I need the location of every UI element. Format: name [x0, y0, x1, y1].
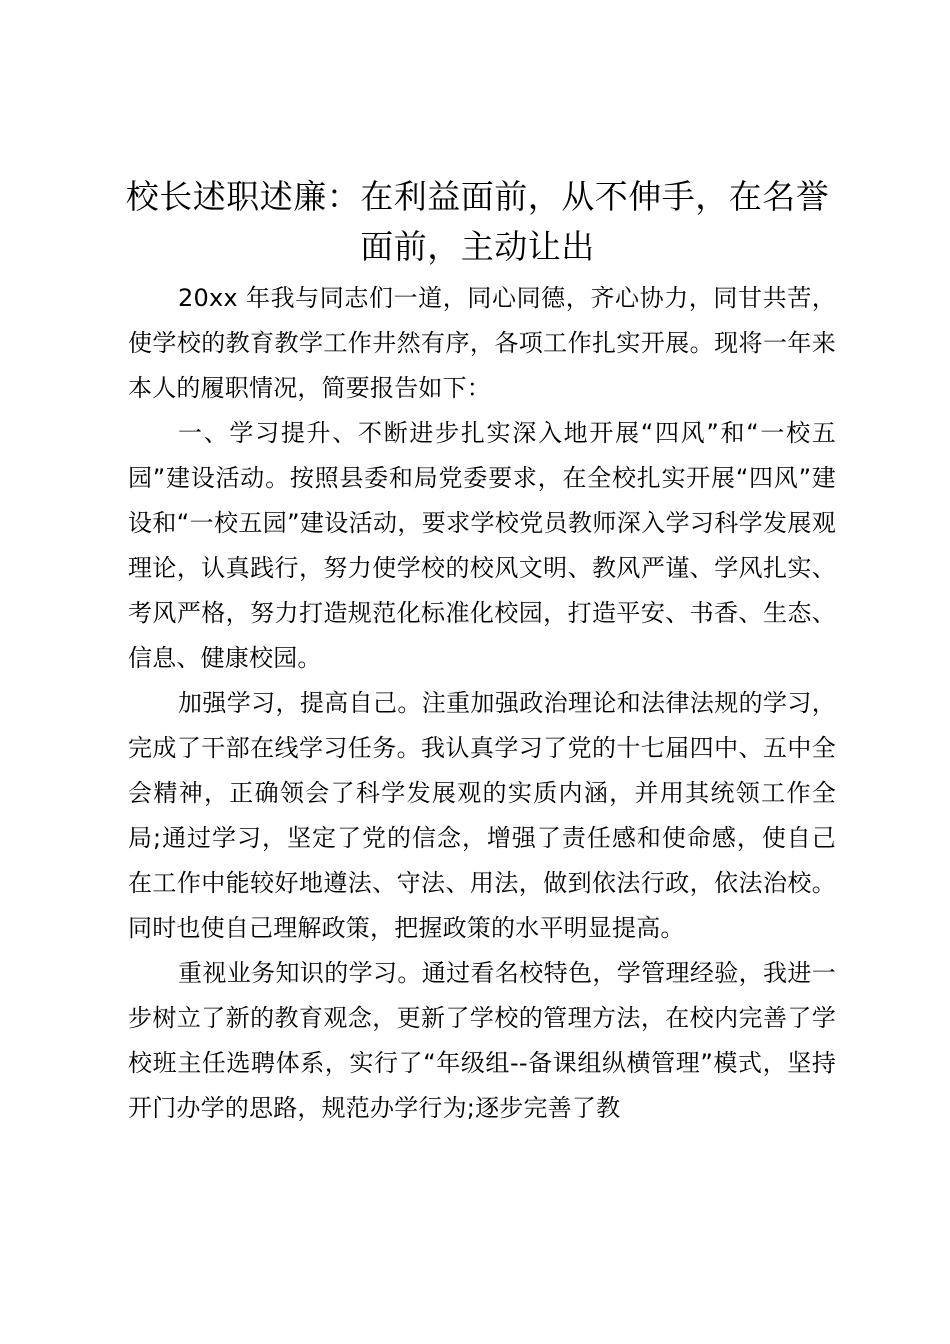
paragraph-study: 加强学习，提高自己。注重加强政治理论和法律法规的学习，完成了干部在线学习任务。我认真学习了党的十七届四中、五中全会精神，正确领会了科学发展观的实质内涵，并用其统领工作全局;通过学习，坚定了党的信念，增强了责任感和使命感，使自己在工作中能较好地遵法、守法、用法，做到依法行政，依法治校。同时也使自己理解政策，把握政策的水平明显提高。: [128, 689, 836, 942]
document-title: 校长述职述廉：在利益面前，从不伸手，在名誉面前，主动让出: [125, 177, 830, 266]
document-body: [128, 276, 836, 1131]
paragraph-intro: 20xx 年我与同志们一道，同心同德，齐心协力，同甘共苦，使学校的教育教学工作井然有序，各项工作扎实开展。现将一年来本人的履职情况，简要报告如下：: [128, 284, 836, 402]
paragraph-business-knowledge: 重视业务知识的学习。通过看名校特色，学管理经验，我进一步树立了新的教育观念，更新了学校的管理方法，在校内完善了学校班主任选聘体系，实行了“年级组--备课组纵横管理”模式，坚持开门办学的思路，规范办学行为;逐步完善了教: [128, 959, 836, 1122]
paragraph-section-one: 一、学习提升、不断进步扎实深入地开展“四风”和“一校五园”建设活动。按照县委和局党委要求，在全校扎实开展“四风”建设和“一校五园”建设活动，要求学校党员教师深入学习科学发展观理论，认真践行，努力使学校的校风文明、教风严谨、学风扎实、考风严格，努力打造规范化标准化校园，打造平安、书香、生态、信息、健康校园。: [128, 419, 836, 672]
